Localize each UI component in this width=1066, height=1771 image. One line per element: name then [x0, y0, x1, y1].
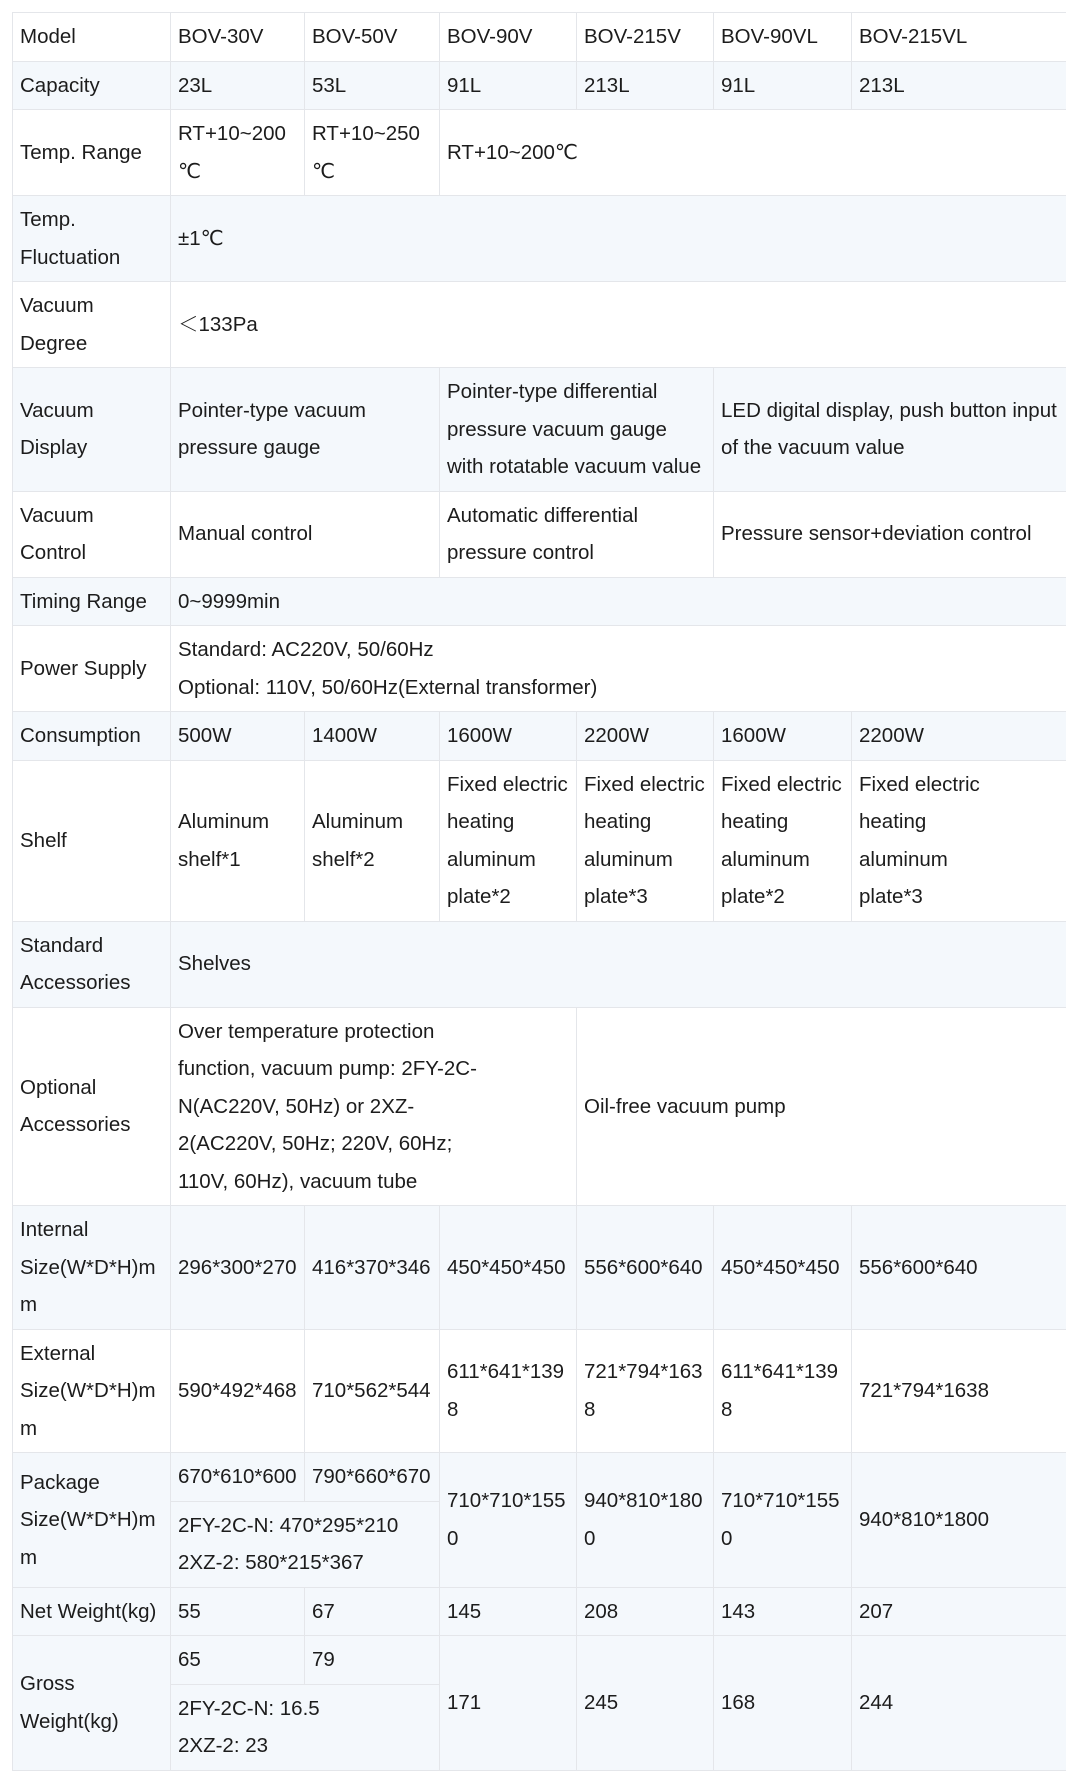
row-power-supply [13, 626, 1066, 712]
row-label [13, 196, 171, 282]
gross-weight-cell: 245 [577, 1636, 714, 1771]
internal-size-cell: 450*450*450 [714, 1206, 852, 1330]
power-supply-line: Optional: 110V, 50/60Hz(External transformer) [178, 669, 1059, 707]
row-label: Consumption [13, 712, 171, 761]
consumption-cell: 2200W [852, 712, 1066, 761]
shelf-cell: Aluminum shelf*1 [171, 760, 305, 921]
vacuum-display-cell: LED digital display, push button input of the vacuum value [714, 368, 1066, 492]
power-supply-line: Standard: AC220V, 50/60Hz [178, 631, 1059, 669]
row-temp-range [13, 110, 1066, 196]
temp-range-cell: RT+10~200℃ [440, 110, 1066, 196]
gross-weight-cell: 244 [852, 1636, 1066, 1771]
label-line: Size(W*D*H)mm [20, 1501, 163, 1576]
external-size-cell: 611*641*1398 [714, 1329, 852, 1453]
capacity-cell: 213L [852, 61, 1066, 110]
internal-size-cell: 296*300*270 [171, 1206, 305, 1330]
row-consumption [13, 712, 1066, 761]
internal-size-cell: 450*450*450 [440, 1206, 577, 1330]
gross-weight-cell: 65 [171, 1636, 305, 1685]
label-line: Weight(kg) [20, 1703, 163, 1741]
package-size-cell: 710*710*1550 [440, 1453, 577, 1588]
gross-weight-cell: 168 [714, 1636, 852, 1771]
power-supply-cell [171, 626, 1066, 712]
package-size-cell: 670*610*600 [171, 1453, 305, 1502]
gross-weight-cell: 171 [440, 1636, 577, 1771]
model-cell: BOV-215V [577, 13, 714, 62]
row-label: Vacuum Control [13, 491, 171, 577]
spec-table [12, 12, 1066, 1771]
internal-size-cell: 556*600*640 [577, 1206, 714, 1330]
model-cell: BOV-215VL [852, 13, 1066, 62]
row-shelf [13, 760, 1066, 921]
pump-line: 2XZ-2: 580*215*367 [178, 1544, 432, 1582]
model-cell: BOV-90VL [714, 13, 852, 62]
label-line: Fluctuation [20, 239, 163, 277]
row-label: Vacuum Degree [13, 282, 171, 368]
temp-range-cell: RT+10~200℃ [171, 110, 305, 196]
row-label: Temp. Range [13, 110, 171, 196]
net-weight-cell: 67 [305, 1587, 440, 1636]
internal-size-cell: 416*370*346 [305, 1206, 440, 1330]
external-size-cell: 721*794*1638 [577, 1329, 714, 1453]
label-line: Optional [20, 1069, 163, 1107]
shelf-cell: Fixed electric heating aluminum plate*2 [440, 760, 577, 921]
package-size-cell: 940*810*1800 [852, 1453, 1066, 1588]
label-line: Temp. [20, 201, 163, 239]
row-label: Power Supply [13, 626, 171, 712]
temp-range-cell: RT+10~250℃ [305, 110, 440, 196]
package-size-cell: 790*660*670 [305, 1453, 440, 1502]
vacuum-control-cell: Automatic differential pressure control [440, 491, 714, 577]
label-line: Package [20, 1464, 163, 1502]
internal-size-cell: 556*600*640 [852, 1206, 1066, 1330]
shelf-cell: Fixed electric heating aluminum plate*3 [852, 760, 1066, 921]
row-label [13, 1206, 171, 1330]
external-size-cell: 590*492*468 [171, 1329, 305, 1453]
label-line: Size(W*D*H)mm [20, 1372, 163, 1447]
row-standard-accessories [13, 921, 1066, 1007]
vacuum-display-cell: Pointer-type differential pressure vacuum gauge with rotatable vacuum value [440, 368, 714, 492]
row-gross-weight [13, 1636, 1066, 1685]
row-capacity [13, 61, 1066, 110]
external-size-cell: 710*562*544 [305, 1329, 440, 1453]
label-line: Gross [20, 1665, 163, 1703]
row-label [13, 1007, 171, 1206]
label-line: External [20, 1335, 163, 1373]
standard-accessories-cell: Shelves [171, 921, 1066, 1007]
model-cell: BOV-90V [440, 13, 577, 62]
capacity-cell: 91L [440, 61, 577, 110]
capacity-cell: 213L [577, 61, 714, 110]
shelf-cell: Aluminum shelf*2 [305, 760, 440, 921]
vacuum-degree-cell: ＜133Pa [171, 282, 1066, 368]
external-size-cell: 611*641*1398 [440, 1329, 577, 1453]
vacuum-display-cell: Pointer-type vacuum pressure gauge [171, 368, 440, 492]
row-label: Timing Range [13, 577, 171, 626]
capacity-cell: 91L [714, 61, 852, 110]
package-size-cell: 940*810*1800 [577, 1453, 714, 1588]
gross-weight-pump-cell [171, 1684, 440, 1770]
row-net-weight [13, 1587, 1066, 1636]
row-label: Model [13, 13, 171, 62]
capacity-cell: 53L [305, 61, 440, 110]
gross-weight-cell: 79 [305, 1636, 440, 1685]
shelf-cell: Fixed electric heating aluminum plate*3 [577, 760, 714, 921]
model-cell: BOV-50V [305, 13, 440, 62]
net-weight-cell: 55 [171, 1587, 305, 1636]
label-line: Accessories [20, 1106, 163, 1144]
vacuum-control-cell: Manual control [171, 491, 440, 577]
row-package-size [13, 1453, 1066, 1502]
net-weight-cell: 145 [440, 1587, 577, 1636]
row-label: Vacuum Display [13, 368, 171, 492]
row-temp-fluctuation [13, 196, 1066, 282]
pump-line: 2FY-2C-N: 470*295*210 [178, 1507, 432, 1545]
consumption-cell: 1600W [440, 712, 577, 761]
row-model [13, 13, 1066, 62]
model-cell: BOV-30V [171, 13, 305, 62]
row-timing-range [13, 577, 1066, 626]
consumption-cell: 1400W [305, 712, 440, 761]
consumption-cell: 2200W [577, 712, 714, 761]
net-weight-cell: 208 [577, 1587, 714, 1636]
row-label: Net Weight(kg) [13, 1587, 171, 1636]
row-vacuum-degree [13, 282, 1066, 368]
consumption-cell: 500W [171, 712, 305, 761]
label-line: Internal [20, 1211, 163, 1249]
optional-accessories-cell: Over temperature protection function, vacuum pump: 2FY-2C-N(AC220V, 50Hz) or 2XZ-2(AC220V, 50Hz; 220V, 60Hz; 110V, 60Hz), vacuum tube [171, 1007, 577, 1206]
pump-line: 2FY-2C-N: 16.5 [178, 1690, 432, 1728]
pump-line: 2XZ-2: 23 [178, 1727, 432, 1765]
capacity-cell: 23L [171, 61, 305, 110]
shelf-cell: Fixed electric heating aluminum plate*2 [714, 760, 852, 921]
row-optional-accessories [13, 1007, 1066, 1206]
net-weight-cell: 207 [852, 1587, 1066, 1636]
row-label [13, 921, 171, 1007]
row-vacuum-control [13, 491, 1066, 577]
row-label: Shelf [13, 760, 171, 921]
row-internal-size [13, 1206, 1066, 1330]
net-weight-cell: 143 [714, 1587, 852, 1636]
row-external-size [13, 1329, 1066, 1453]
row-vacuum-display [13, 368, 1066, 492]
row-label [13, 1329, 171, 1453]
label-line: Size(W*D*H)mm [20, 1249, 163, 1324]
row-label: Capacity [13, 61, 171, 110]
label-line: Standard [20, 927, 163, 965]
label-line: Accessories [20, 964, 163, 1002]
timing-range-cell: 0~9999min [171, 577, 1066, 626]
consumption-cell: 1600W [714, 712, 852, 761]
vacuum-control-cell: Pressure sensor+deviation control [714, 491, 1066, 577]
temp-fluctuation-cell: ±1℃ [171, 196, 1066, 282]
row-label [13, 1453, 171, 1588]
package-size-cell: 710*710*1550 [714, 1453, 852, 1588]
row-label [13, 1636, 171, 1771]
package-size-pump-cell [171, 1501, 440, 1587]
optional-accessories-cell: Oil-free vacuum pump [577, 1007, 1066, 1206]
external-size-cell: 721*794*1638 [852, 1329, 1066, 1453]
